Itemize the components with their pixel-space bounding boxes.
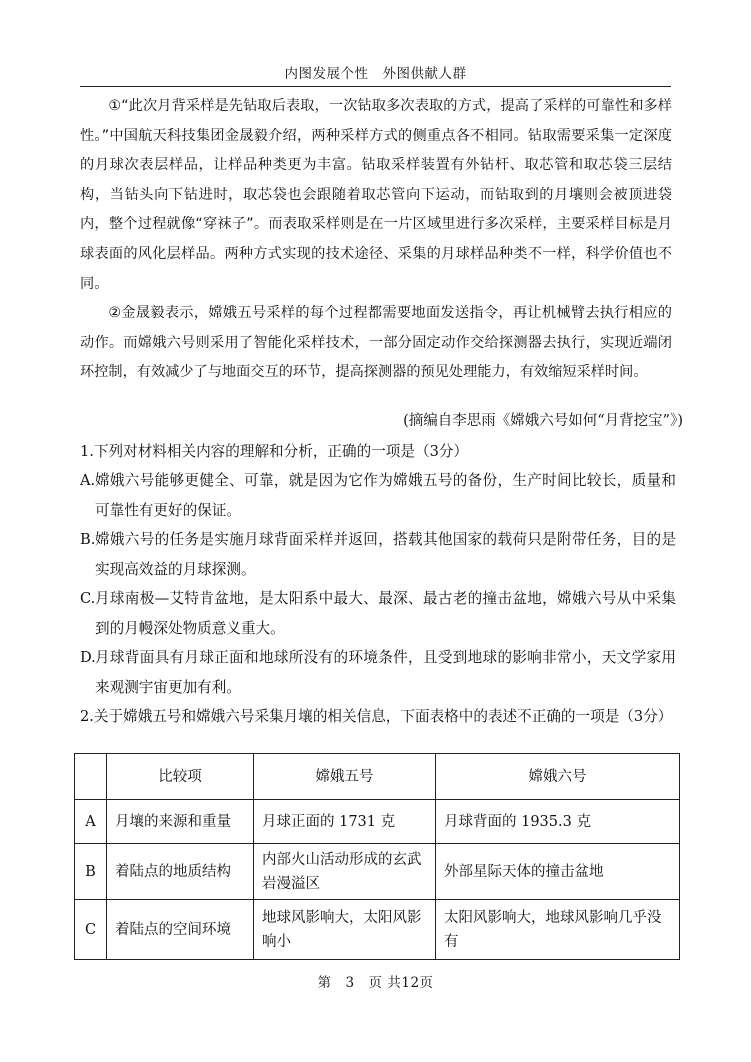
table-header-row <box>75 754 680 800</box>
option-text: 嫦娥六号能够更健全、可靠，就是因为它作为嫦娥五号的备份，生产时间比较长，质量和可靠性有更好的保证。 <box>95 472 676 519</box>
table-cell: 着陆点的地质结构 <box>107 844 254 900</box>
table-cell: 地球风影响大，太阳风影响小 <box>254 900 436 960</box>
question-1-stem: 1.下列对材料相关内容的理解和分析，正确的一项是（3分） <box>80 443 469 460</box>
table-row <box>75 900 680 960</box>
question-2-stem: 2.关于嫦娥五号和嫦娥六号采集月壤的相关信息，下面表格中的表述不正确的一项是（3分） <box>80 708 673 725</box>
page-header: 内图发展个性 外图供献人群 <box>80 62 671 87</box>
option-letter: B. <box>80 531 96 548</box>
option-letter: C. <box>80 590 96 607</box>
page-footer: 第 3 页 共12页 <box>317 975 434 991</box>
table-header-cell <box>75 754 107 800</box>
table-cell: A <box>75 800 107 844</box>
table-header-cell: 嫦娥五号 <box>254 754 436 800</box>
option-text: 月球背面具有月球正面和地球所没有的环境条件，且受到地球的影响非常小，天文学家用来观测宇宙更加有利。 <box>95 649 676 696</box>
table-cell: 外部星际天体的撞击盆地 <box>436 844 680 900</box>
question-1-option-b <box>80 525 676 584</box>
table-cell: 月球正面的 1731 克 <box>254 800 436 844</box>
question-1-option-a <box>80 466 676 525</box>
table-header-cell: 嫦娥六号 <box>436 754 680 800</box>
reading-passage <box>80 92 672 388</box>
comparison-table <box>74 753 680 960</box>
passage-source: (摘编自李思雨《嫦娥六号如何“月背挖宝”》) <box>403 413 683 429</box>
table-cell: 月壤的来源和重量 <box>107 800 254 844</box>
option-letter: A. <box>80 472 96 489</box>
table-cell: 着陆点的空间环境 <box>107 900 254 960</box>
option-text: 月球南极—艾特肯盆地，是太阳系中最大、最深、最古老的撞击盆地，嫦娥六号从中采集到的月幔深处物质意义重大。 <box>95 590 676 637</box>
option-letter: D. <box>80 649 96 666</box>
passage-paragraph-2: ②金晟毅表示，嫦娥五号采样的每个过程都需要地面发送指令，再让机械臂去执行相应的动作。而嫦娥六号则采用了智能化采样技术，一部分固定动作交给探测器去执行，实现近端闭环控制，有效减少了与地面交互的环节，提高探测器的预见处理能力，有效缩短采样时间。 <box>80 305 672 381</box>
table-cell: B <box>75 844 107 900</box>
option-text: 嫦娥六号的任务是实施月球背面采样并返回，搭载其他国家的载荷只是附带任务，目的是实现高效益的月球探测。 <box>95 531 676 578</box>
passage-paragraph-1: ①“此次月背采样是先钻取后表取，一次钻取多次表取的方式，提高了采样的可靠性和多样性。”中国航天科技集团金晟毅介绍，两种采样方式的侧重点各不相同。钻取需要采集一定深度的月球次表层样品，让样品种类更为丰富。钻取采样装置有外钻杆、取芯管和取芯袋三层结构，当钻头向下钻进时，取芯袋也会跟随着取芯管向下运动，而钻取到的月壤则会被顶进袋内，整个过程就像“穿袜子”。而表取采样则是在一片区域里进行多次采样，主要采样目标是月球表面的风化层样品。两种方式实现的技术途径、采集的月球样品种类不一样，科学价值也不同。 <box>80 98 672 292</box>
table-cell: 月球背面的 1935.3 克 <box>436 800 680 844</box>
table-cell: C <box>75 900 107 960</box>
table-header-cell: 比较项 <box>107 754 254 800</box>
table-row <box>75 844 680 900</box>
question-1-option-d <box>80 643 676 702</box>
question-1-option-c <box>80 584 676 643</box>
table-cell: 内部火山活动形成的玄武岩漫溢区 <box>254 844 436 900</box>
table-cell: 太阳风影响大，地球风影响几乎没有 <box>436 900 680 960</box>
table-row <box>75 800 680 844</box>
